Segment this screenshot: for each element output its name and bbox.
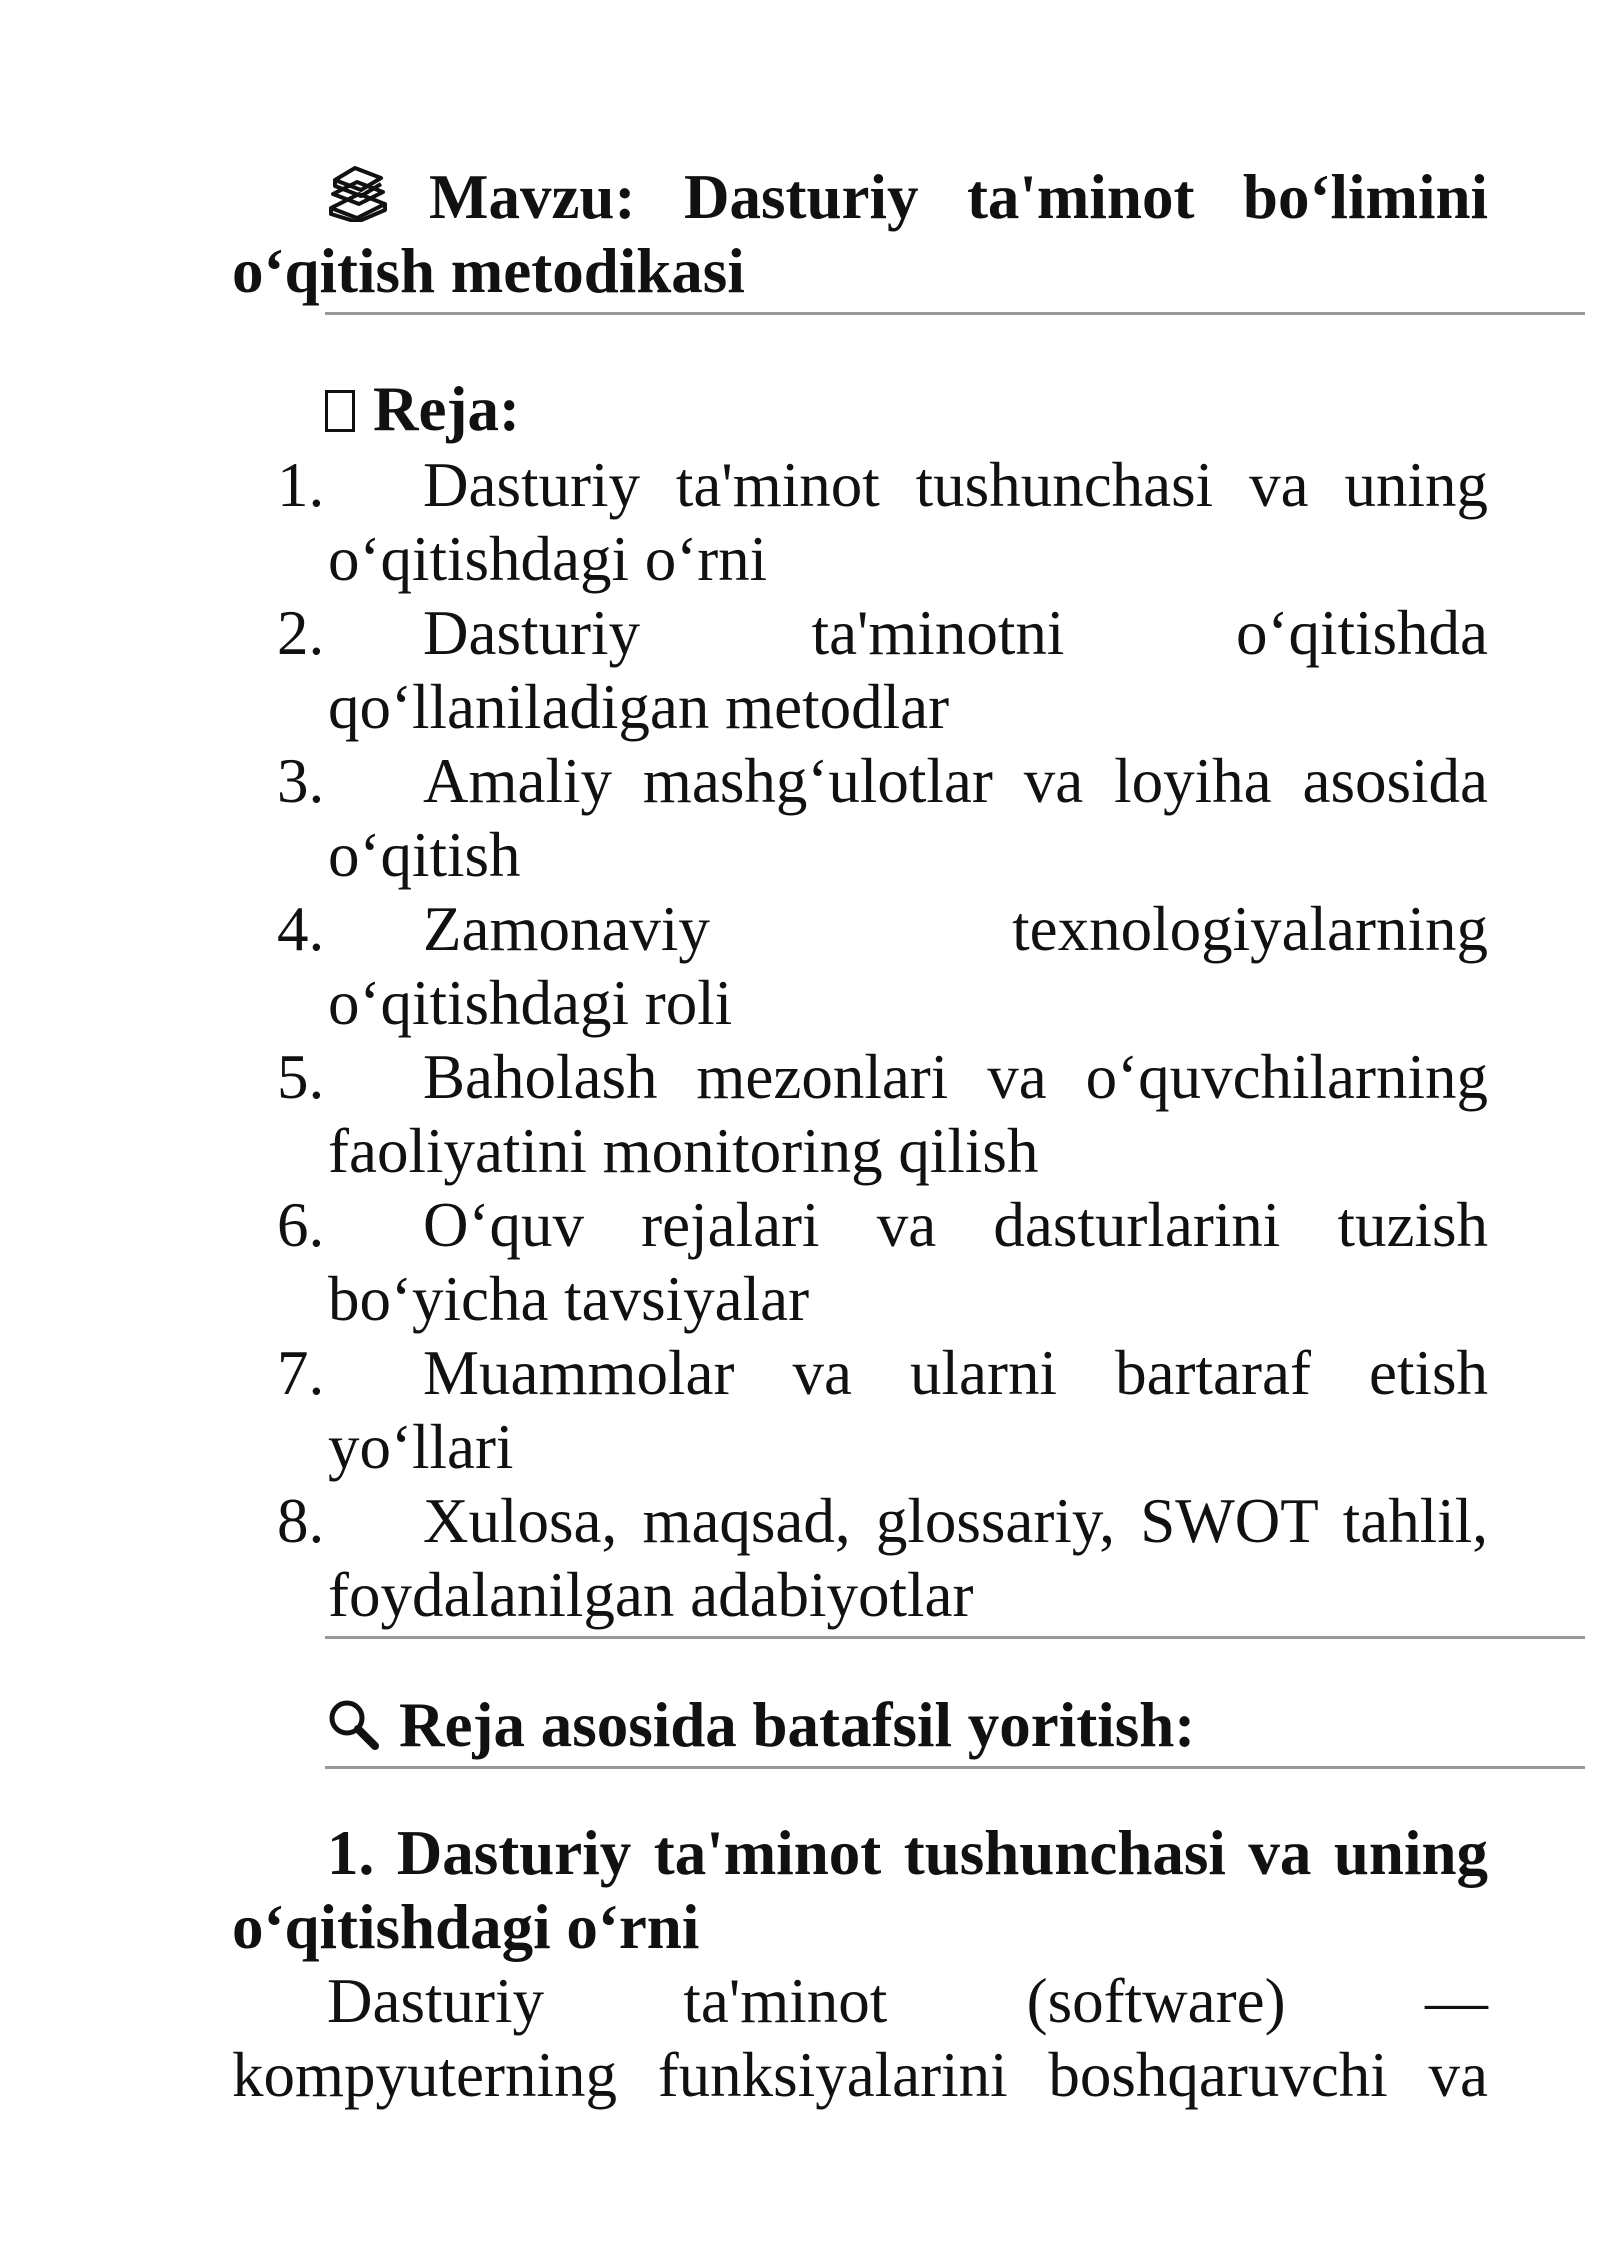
list-item-line: Xulosa, maqsad, glossariy, SWOT tahlil, bbox=[423, 1486, 1488, 1556]
list-item-line: Dasturiy ta'minot tushunchasi va uning bbox=[423, 450, 1488, 520]
list-item-line: yo‘llari bbox=[328, 1412, 514, 1482]
list-item-line: bo‘yicha tavsiyalar bbox=[328, 1264, 810, 1334]
list-item-line: faoliyatini monitoring qilish bbox=[328, 1116, 1039, 1186]
section-title: 1. Dasturiy ta'minot tushunchasi va uning o‘qitishdagi o‘rni bbox=[232, 1818, 1488, 1962]
details-heading bbox=[325, 1688, 1195, 1762]
list-number: 8. bbox=[277, 1486, 325, 1556]
title-text: Mavzu: Dasturiy ta'minot bo‘limini o‘qitish metodikasi bbox=[232, 162, 1488, 306]
list-item bbox=[232, 1336, 1488, 1484]
list-item-line: O‘quv rejalari va dasturlarini tuzish bbox=[423, 1190, 1488, 1260]
list-item-line: qo‘llaniladigan metodlar bbox=[328, 672, 950, 742]
body-paragraph: Dasturiy ta'minot (software) — kompyuterning funksiyalarini boshqaruvchi va bbox=[232, 1966, 1488, 2110]
list-item bbox=[232, 1188, 1488, 1336]
list-item bbox=[232, 1484, 1488, 1632]
list-item-line: foydalanilgan adabiyotlar bbox=[328, 1560, 974, 1630]
magnifier-icon bbox=[325, 1696, 381, 1752]
plan-list bbox=[232, 448, 1488, 1632]
list-number: 2. bbox=[277, 598, 325, 668]
list-item bbox=[232, 744, 1488, 892]
document-title bbox=[232, 160, 1488, 308]
list-item-line: Muammolar va ularni bartaraf etish bbox=[423, 1338, 1488, 1408]
books-icon bbox=[327, 164, 389, 222]
list-number: 4. bbox=[277, 894, 325, 964]
list-number: 1. bbox=[277, 450, 325, 520]
list-item-line: o‘qitishdagi o‘rni bbox=[328, 524, 768, 594]
list-item bbox=[232, 596, 1488, 744]
list-number: 6. bbox=[277, 1190, 325, 1260]
details-heading-text: Reja asosida batafsil yoritish: bbox=[399, 1690, 1196, 1760]
list-item-line: Dasturiy ta'minotni o‘qitishda bbox=[423, 598, 1488, 668]
divider bbox=[325, 1766, 1585, 1769]
box-icon bbox=[325, 390, 355, 432]
list-item-line: Zamonaviy texnologiyalarning bbox=[423, 894, 1488, 964]
list-number: 7. bbox=[277, 1338, 325, 1408]
list-item bbox=[232, 448, 1488, 596]
list-item-line: Amaliy mashg‘ulotlar va loyiha asosida bbox=[423, 746, 1488, 816]
list-number: 5. bbox=[277, 1042, 325, 1112]
list-item-line: Baholash mezonlari va o‘quvchilarning bbox=[423, 1042, 1488, 1112]
plan-heading-text: Reja: bbox=[373, 374, 520, 444]
divider bbox=[325, 312, 1585, 315]
list-item-line: o‘qitishdagi roli bbox=[328, 968, 733, 1038]
list-item bbox=[232, 892, 1488, 1040]
list-number: 3. bbox=[277, 746, 325, 816]
divider bbox=[325, 1636, 1585, 1639]
plan-heading bbox=[325, 372, 520, 446]
list-item-line: o‘qitish bbox=[328, 820, 521, 890]
list-item bbox=[232, 1040, 1488, 1188]
